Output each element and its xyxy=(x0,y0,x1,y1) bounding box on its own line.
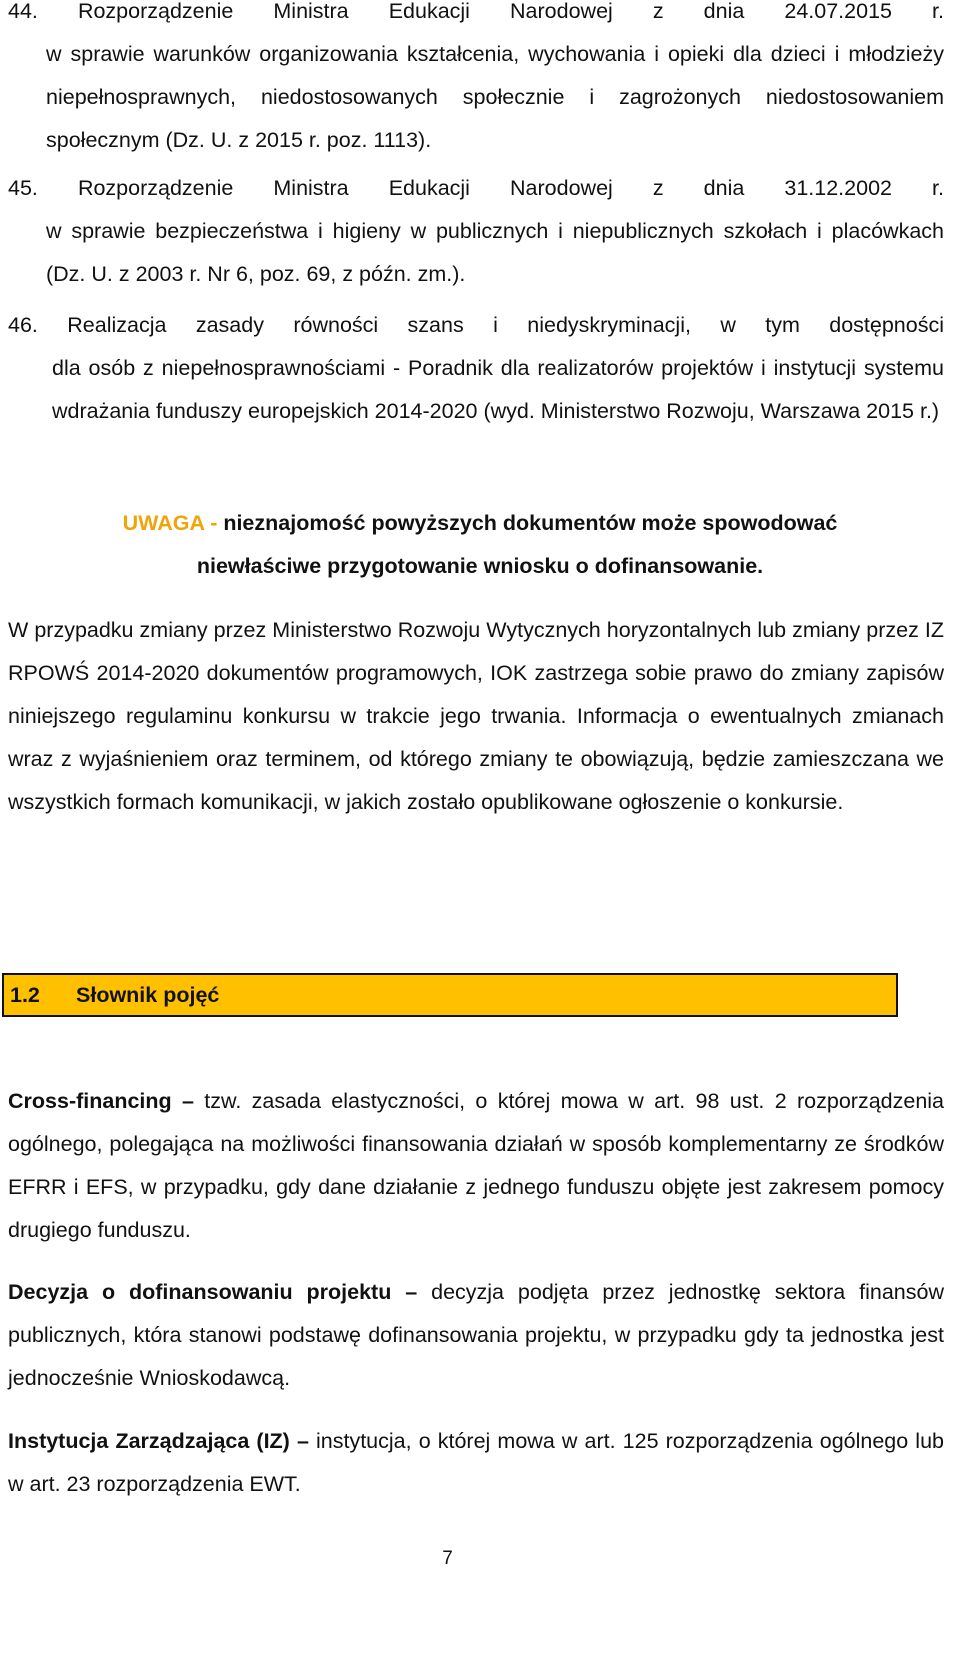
reference-46-continuation: dla osób z niepełnosprawnościami - Poradnik dla realizatorów projektów i instytucji systemu wdrażania funduszy europejskich 2014-2020 (wyd. Ministerstwo Rozwoju, Warszawa 2015 r.) xyxy=(52,356,944,423)
reference-45-first-line: 45. Rozporządzenie Ministra Edukacji Narodowej z dnia 31.12.2002 r. xyxy=(8,176,944,200)
section-heading xyxy=(2,973,898,1017)
glossary-entry-instytucja xyxy=(8,1420,944,1506)
glossary-dash: – xyxy=(289,1429,316,1453)
glossary-entry-cross-financing xyxy=(8,1080,944,1252)
glossary-dash: – xyxy=(391,1280,432,1304)
glossary-term: Instytucja Zarządzająca (IZ) xyxy=(8,1429,290,1453)
reference-44-first-line: 44. Rozporządzenie Ministra Edukacji Narodowej z dnia 24.07.2015 r. xyxy=(8,0,944,23)
glossary-entry-decyzja xyxy=(8,1271,944,1400)
warning-note xyxy=(0,502,960,588)
reference-46-first-line: 46. Realizacja zasady równości szans i niedyskryminacji, w tym dostępności xyxy=(8,313,944,337)
glossary-definition: instytucja, o której mowa w art. 125 rozporządzenia ogólnego lub w art. 23 rozporządzenia EWT. xyxy=(8,1429,944,1496)
section-number: 1.2 xyxy=(10,982,40,1007)
warning-line-2: niewłaściwe przygotowanie wniosku o dofinansowanie. xyxy=(196,554,764,578)
reference-item-44 xyxy=(8,0,944,162)
glossary-definition: tzw. zasada elastyczności, o której mowa w art. 98 ust. 2 rozporządzenia ogólnego, polegająca na możliwości finansowania działań w sposób komplementarny ze środków EFRR i EFS, w przypadku, gdy dane działanie z jednego funduszu objęte jest zakresem pomocy drugiego funduszu. xyxy=(8,1089,945,1242)
reference-item-46 xyxy=(8,304,944,433)
glossary-definition: decyzja podjęta przez jednostkę sektora finansów publicznych, która stanowi podstawę dofinansowania projektu, w przypadku gdy ta jednostka jest jednocześnie Wnioskodawcą. xyxy=(8,1280,944,1390)
page-number: 7 xyxy=(442,1548,453,1569)
warning-text-1: nieznajomość powyższych dokumentów może spowodować xyxy=(223,511,838,535)
glossary-dash: – xyxy=(171,1089,205,1113)
reference-item-45 xyxy=(8,167,944,296)
warning-line-1 xyxy=(0,502,960,545)
section-title: Słownik pojęć xyxy=(76,982,220,1007)
glossary-term: Decyzja o dofinansowaniu projektu xyxy=(8,1280,392,1304)
glossary-term: Cross-financing xyxy=(8,1089,172,1113)
changes-paragraph: W przypadku zmiany przez Ministerstwo Rozwoju Wytycznych horyzontalnych lub zmiany przez IZ RPOWŚ 2014-2020 dokumentów programowych, IOK zastrzega sobie prawo do zmiany zapisów niniejszego regulaminu konkursu w trakcie jego trwania. Informacja o ewentualnych zmianach wraz z wyjaśnieniem oraz terminem, od którego zmiany te obowiązują, będzie zamieszczana we wszystkich formach komunikacji, w jakich zostało opublikowane ogłoszenie o konkursie. xyxy=(8,618,944,814)
reference-44-continuation: w sprawie warunków organizowania kształcenia, wychowania i opieki dla dzieci i młodzieży niepełnosprawnych, niedostosowanych społecznie i zagrożonych niedostosowaniem społecznym (Dz. U. z 2015 r. poz. 1113). xyxy=(46,42,944,152)
warning-label: UWAGA - xyxy=(122,511,224,535)
reference-45-continuation: w sprawie bezpieczeństwa i higieny w publicznych i niepublicznych szkołach i placówkach (Dz. U. z 2003 r. Nr 6, poz. 69, z późn. zm.). xyxy=(46,219,944,286)
